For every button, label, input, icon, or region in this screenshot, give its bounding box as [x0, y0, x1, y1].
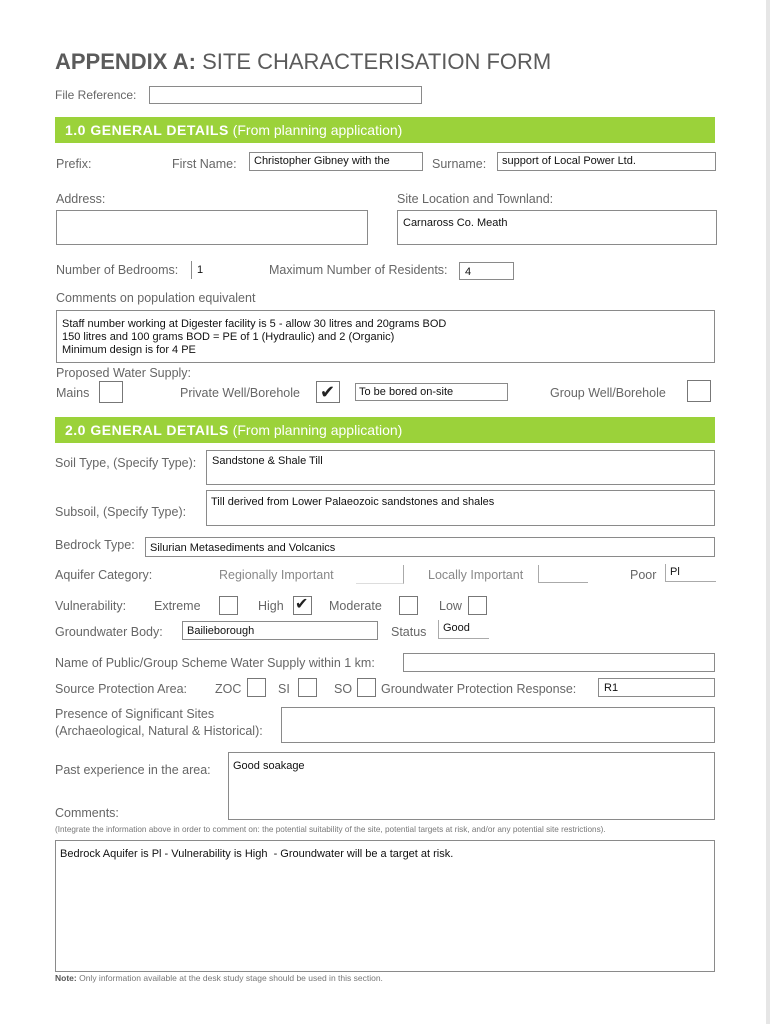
- max-residents-value: 4: [465, 266, 472, 278]
- site-location-label: Site Location and Townland:: [397, 192, 554, 206]
- sites-field[interactable]: [281, 707, 715, 743]
- regionally-label: Regionally Important: [219, 568, 334, 582]
- private-well-label: Private Well/Borehole: [180, 386, 300, 400]
- locally-label: Locally Important: [428, 568, 524, 582]
- bedrooms-field[interactable]: [191, 261, 252, 279]
- extreme-label: Extreme: [154, 599, 201, 613]
- spa-label: Source Protection Area:: [55, 682, 188, 696]
- status-value: Good: [443, 622, 470, 634]
- page-title: [55, 49, 551, 75]
- subsoil-value: Till derived from Lower Palaeozoic sandstones and shales: [211, 496, 495, 508]
- past-exp-field[interactable]: [228, 752, 715, 820]
- locally-field[interactable]: [538, 565, 588, 583]
- gpr-value: R1: [604, 682, 619, 694]
- aquifer-label: Aquifer Category:: [55, 568, 153, 582]
- bedrock-label: Bedrock Type:: [55, 538, 135, 552]
- gpr-label: Groundwater Protection Response:: [381, 682, 577, 696]
- private-well-checkbox[interactable]: [316, 381, 340, 403]
- poor-field[interactable]: [665, 564, 716, 582]
- status-label: Status: [391, 625, 427, 639]
- gw-body-value: Bailieborough: [187, 625, 255, 637]
- page-edge: [766, 0, 770, 1024]
- section-2-heading: [55, 417, 715, 443]
- section-1-heading-rest: (From planning application): [228, 122, 403, 138]
- si-checkbox[interactable]: [298, 678, 317, 697]
- bedrooms-label: Number of Bedrooms:: [56, 263, 179, 277]
- past-exp-value: Good soakage: [233, 760, 305, 772]
- comments-pe-field[interactable]: [56, 310, 715, 363]
- site-location-field[interactable]: [397, 210, 717, 245]
- soil-type-field[interactable]: [206, 450, 715, 485]
- comments-hint: (Integrate the information above in order to comment on: the potential suitability of the site, potential targets at risk, and/or any potential site restrictions).: [55, 825, 606, 834]
- high-checkbox[interactable]: [293, 596, 312, 615]
- max-residents-field[interactable]: [459, 262, 514, 280]
- bedrock-field[interactable]: [145, 537, 715, 557]
- surname-field[interactable]: [497, 152, 716, 171]
- private-well-value: To be bored on-site: [359, 386, 454, 398]
- note-bold: Note:: [55, 973, 77, 983]
- subsoil-field[interactable]: [206, 490, 715, 526]
- address-field[interactable]: [56, 210, 368, 245]
- soil-type-label: Soil Type, (Specify Type):: [55, 456, 197, 470]
- so-checkbox[interactable]: [357, 678, 376, 697]
- comments-field[interactable]: [55, 840, 715, 972]
- comments-value: Bedrock Aquifer is Pl - Vulnerability is High - Groundwater will be a target at risk.: [60, 848, 454, 860]
- file-reference-field[interactable]: [149, 86, 422, 104]
- prefix-label: Prefix:: [56, 157, 92, 171]
- first-name-field[interactable]: [249, 152, 423, 171]
- high-checkmark: ✔: [295, 596, 309, 613]
- title-bold: APPENDIX A:: [55, 49, 196, 74]
- group-well-label: Group Well/Borehole: [550, 386, 666, 400]
- past-exp-label: Past experience in the area:: [55, 763, 211, 777]
- bedrooms-value: 1: [197, 264, 204, 276]
- section-2-heading-bold: 2.0 GENERAL DETAILS: [65, 422, 229, 438]
- file-reference-label: File Reference:: [55, 88, 137, 102]
- subsoil-label: Subsoil, (Specify Type):: [55, 505, 187, 519]
- extreme-checkbox[interactable]: [219, 596, 238, 615]
- group-well-checkbox[interactable]: [687, 380, 711, 402]
- private-well-field[interactable]: [355, 383, 508, 401]
- section-2-heading-rest: (From planning application): [228, 422, 403, 438]
- bedrock-value: Silurian Metasediments and Volcanics: [150, 542, 336, 554]
- footer-note: [55, 973, 383, 983]
- si-label: SI: [278, 682, 290, 696]
- zoc-checkbox[interactable]: [247, 678, 266, 697]
- zoc-label: ZOC: [215, 682, 242, 696]
- scheme-label: Name of Public/Group Scheme Water Supply within 1 km:: [55, 656, 375, 670]
- moderate-label: Moderate: [329, 599, 382, 613]
- sites-label-1: Presence of Significant Sites: [55, 707, 215, 721]
- mains-checkbox[interactable]: [99, 381, 123, 403]
- max-residents-label: Maximum Number of Residents:: [269, 263, 448, 277]
- gpr-field[interactable]: [598, 678, 715, 697]
- surname-label: Surname:: [432, 157, 487, 171]
- first-name-value: Christopher Gibney with the: [254, 155, 390, 167]
- scheme-field[interactable]: [403, 653, 715, 672]
- section-1-heading: [55, 117, 715, 143]
- title-rest: SITE CHARACTERISATION FORM: [195, 49, 552, 74]
- private-well-checkmark: ✔: [320, 382, 336, 402]
- site-location-value: Carnaross Co. Meath: [403, 217, 508, 229]
- moderate-checkbox[interactable]: [399, 596, 418, 615]
- mains-label: Mains: [56, 386, 90, 400]
- first-name-label: First Name:: [172, 157, 237, 171]
- comments-pe-label: Comments on population equivalent: [56, 291, 256, 305]
- surname-value: support of Local Power Ltd.: [502, 155, 636, 167]
- low-label: Low: [439, 599, 462, 613]
- high-label: High: [258, 599, 284, 613]
- address-label: Address:: [56, 192, 106, 206]
- status-field[interactable]: [438, 620, 489, 639]
- note-rest: Only information available at the desk study stage should be used in this section.: [76, 973, 383, 983]
- gw-body-field[interactable]: [182, 621, 378, 640]
- comments-pe-value: Staff number working at Digester facility is 5 - allow 30 litres and 20grams BOD 150 litres and 100 grams BOD = PE of 1 (Hydraulic) and 2 (Organic) Minimum design is for 4 PE: [62, 318, 447, 356]
- section-1-heading-bold: 1.0 GENERAL DETAILS: [65, 122, 229, 138]
- gw-body-label: Groundwater Body:: [55, 625, 163, 639]
- low-checkbox[interactable]: [468, 596, 487, 615]
- regionally-field[interactable]: [356, 565, 404, 584]
- soil-type-value: Sandstone & Shale Till: [212, 455, 323, 467]
- sites-label-2: (Archaeological, Natural & Historical):: [55, 724, 263, 738]
- so-label: SO: [334, 682, 353, 696]
- poor-label: Poor: [630, 568, 657, 582]
- water-supply-label: Proposed Water Supply:: [56, 366, 192, 380]
- poor-value: Pl: [670, 566, 680, 578]
- vulnerability-label: Vulnerability:: [55, 599, 127, 613]
- comments-label: Comments:: [55, 806, 119, 820]
